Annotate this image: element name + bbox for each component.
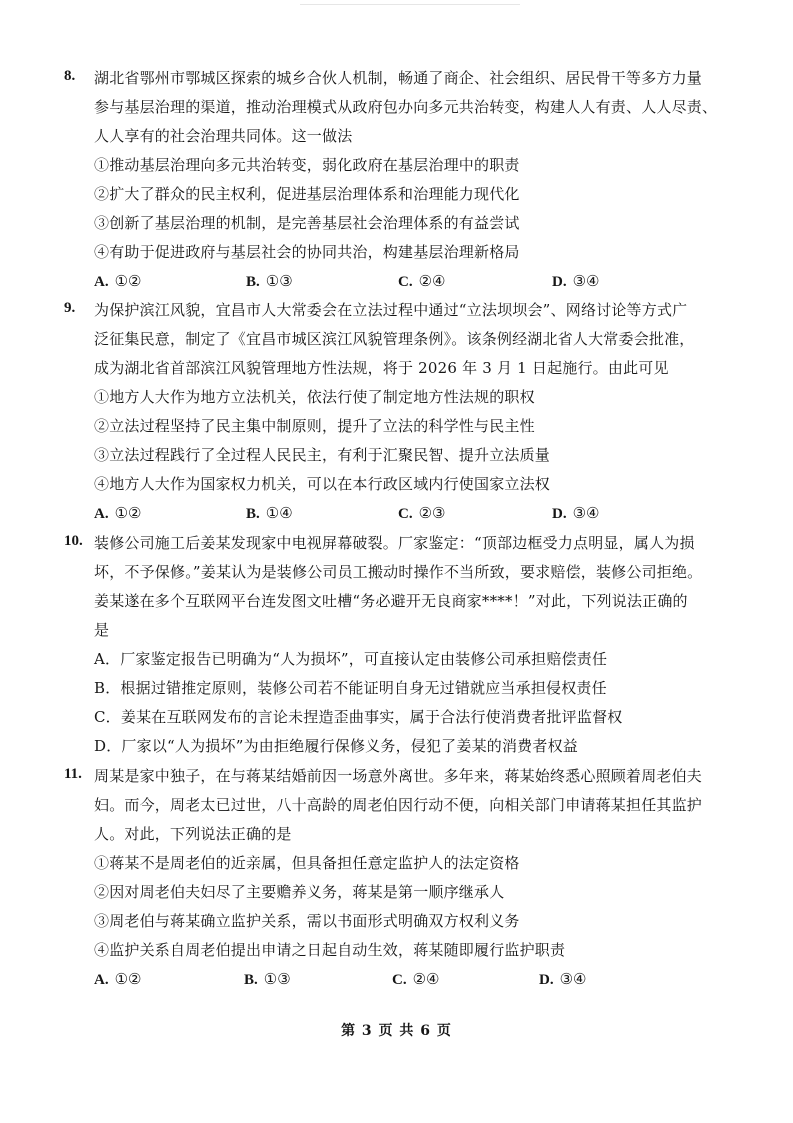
question-10	[64, 529, 724, 761]
question-number: 11.	[64, 766, 82, 782]
stem-line: 参与基层治理的渠道，推动治理模式从政府包办向多元共治转变，构建人人有责、人人尽责、	[94, 98, 718, 116]
stem-line: 姜某遂在多个互联网平台连发图文吐槽“务必避开无良商家****！”对此，下列说法正确的	[94, 592, 688, 610]
question-number: 8.	[64, 68, 76, 84]
question-9	[64, 296, 724, 528]
question-stem	[94, 64, 724, 151]
option-b: B. ①④	[246, 504, 293, 522]
stem-line: 成为湖北省首部滨江风貌管理地方性法规，将于 2026 年 3 月 1 日起施行。由此可见	[94, 359, 669, 377]
statement-item: ②因对周老伯夫妇尽了主要赡养义务，蒋某是第一顺序继承人	[94, 883, 505, 901]
top-divider	[300, 4, 520, 5]
stem-line: 湖北省鄂州市鄂城区探索的城乡合伙人机制，畅通了商企、社会组织、居民骨干等多方力量	[94, 69, 703, 87]
option-a: A. ①②	[94, 504, 142, 522]
option-a: A. ①②	[94, 272, 142, 290]
statement-item: ③创新了基层治理的机制，是完善基层社会治理体系的有益尝试	[94, 214, 520, 232]
stem-line: 装修公司施工后姜某发现家中电视屏幕破裂。厂家鉴定：“顶部边框受力点明显，属人为损	[94, 534, 695, 552]
choice-b: B．根据过错推定原则，装修公司若不能证明自身无过错就应当承担侵权责任	[94, 679, 607, 697]
statement-item: ④地方人大作为国家权力机关，可以在本行政区域内行使国家立法权	[94, 475, 551, 493]
option-d: D. ③④	[539, 970, 587, 988]
choice-d: D．厂家以“人为损坏”为由拒绝履行保修义务，侵犯了姜某的消费者权益	[94, 737, 578, 755]
statement-item: ④有助于促进政府与基层社会的协同共治，构建基层治理新格局	[94, 243, 520, 261]
statement-item: ②立法过程坚持了民主集中制原则，提升了立法的科学性与民主性	[94, 417, 535, 435]
question-11	[64, 762, 724, 994]
choice-a: A．厂家鉴定报告已明确为“人为损坏”，可直接认定由装修公司承担赔偿责任	[94, 650, 608, 668]
stem-line: 泛征集民意，制定了《宜昌市城区滨江风貌管理条例》。该条例经湖北省人大常委会批准，	[94, 330, 695, 348]
question-number: 9.	[64, 300, 76, 316]
statement-item: ②扩大了群众的民主权利，促进基层治理体系和治理能力现代化	[94, 185, 520, 203]
stem-line: 为保护滨江风貌，宜昌市人大常委会在立法过程中通过“立法坝坝会”、网络讨论等方式广	[94, 301, 688, 319]
stem-line: 是	[94, 621, 110, 639]
question-8	[64, 64, 724, 296]
question-stem	[94, 296, 724, 383]
option-a: A. ①②	[94, 970, 142, 988]
choice-c: C．姜某在互联网发布的言论未捏造歪曲事实，属于合法行使消费者批评监督权	[94, 708, 623, 726]
stem-line: 妇。而今，周老太已过世，八十高龄的周老伯因行动不便，向相关部门申请蒋某担任其监护	[94, 796, 703, 814]
question-number: 10.	[64, 533, 83, 549]
option-c: C. ②③	[398, 504, 446, 522]
page-footer: 第 3 页 共 6 页	[341, 1023, 452, 1039]
answer-options	[94, 965, 724, 994]
statement-item: ①地方人大作为地方立法机关，依法行使了制定地方性法规的职权	[94, 388, 535, 406]
option-c: C. ②④	[398, 272, 446, 290]
statement-item: ③周老伯与蒋某确立监护关系，需以书面形式明确双方权利义务	[94, 912, 520, 930]
option-b: B. ①③	[246, 272, 293, 290]
statement-item: ①推动基层治理向多元共治转变，弱化政府在基层治理中的职责	[94, 156, 520, 174]
option-c: C. ②④	[392, 970, 440, 988]
option-d: D. ③④	[552, 504, 600, 522]
statement-item: ①蒋某不是周老伯的近亲属，但具备担任意定监护人的法定资格	[94, 854, 520, 872]
stem-line: 周某是家中独子，在与蒋某结婚前因一场意外离世。多年来，蒋某始终悉心照顾着周老伯夫	[94, 767, 703, 785]
option-d: D. ③④	[552, 272, 600, 290]
option-b: B. ①③	[244, 970, 291, 988]
statement-item: ④监护关系自周老伯提出申请之日起自动生效，蒋某随即履行监护职责	[94, 941, 566, 959]
stem-line: 人。对此，下列说法正确的是	[94, 825, 292, 843]
question-stem	[94, 762, 724, 849]
answer-options	[94, 267, 724, 296]
answer-options	[94, 499, 724, 528]
stem-line: 坏，不予保修。”姜某认为是装修公司员工搬动时操作不当所致，要求赔偿，装修公司拒绝。	[94, 563, 703, 581]
statement-item: ③立法过程践行了全过程人民民主，有利于汇聚民智、提升立法质量	[94, 446, 551, 464]
stem-line: 人人享有的社会治理共同体。这一做法	[94, 127, 353, 145]
question-stem	[94, 529, 724, 645]
